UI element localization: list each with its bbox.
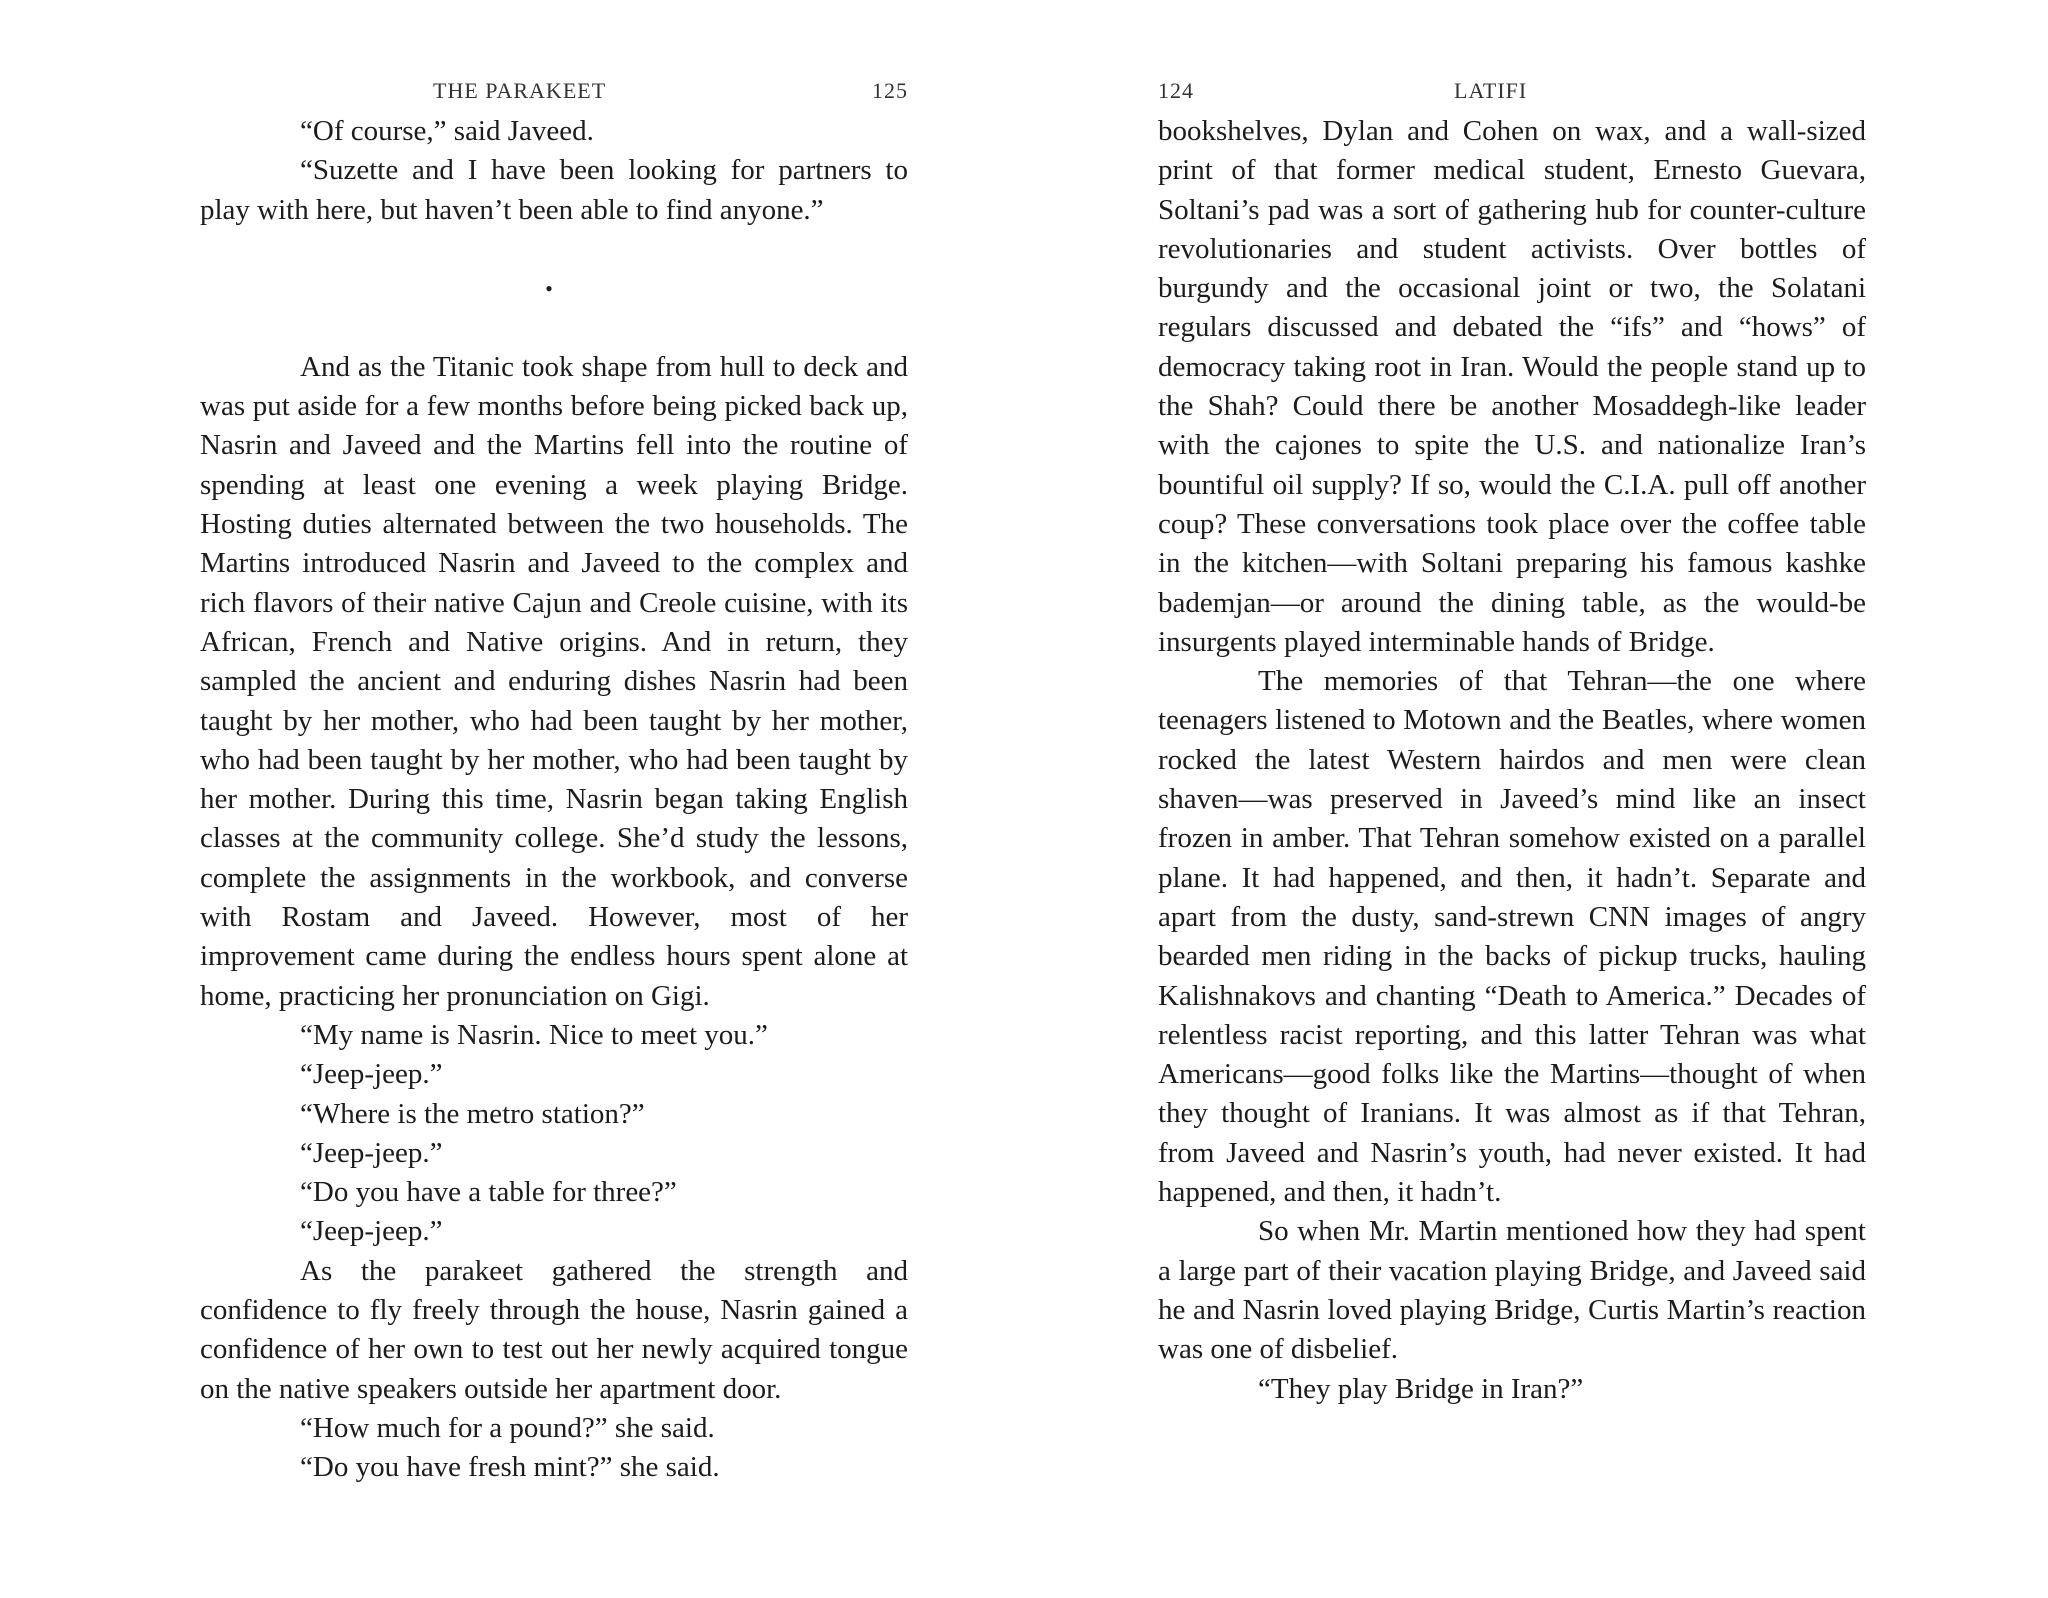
left-page bbox=[200, 0, 908, 1488]
left-page-text bbox=[200, 112, 908, 1488]
right-running-title: LATIFI bbox=[1454, 78, 1528, 103]
right-page-text bbox=[1158, 112, 1866, 1409]
left-running-head bbox=[200, 72, 908, 112]
dialog-line: “My name is Nasrin. Nice to meet you.” bbox=[300, 1018, 768, 1051]
dialog-line: “How much for a pound?” she said. bbox=[300, 1411, 715, 1444]
dialog-line: “Jeep-jeep.” bbox=[300, 1215, 443, 1248]
right-page-number: 124 bbox=[1158, 78, 1194, 103]
paragraph: So when Mr. Martin mentioned how they had spent a large part of their vacation playing Bridge, and Javeed said he and Nasrin loved playing Bridge, Curtis Martin’s reaction was one of disbelief. bbox=[1158, 1215, 1866, 1366]
paragraph: And as the Titanic took shape from hull to deck and was put aside for a few months before being picked back up, Nasrin and Javeed and the Martins fell into the routine of spending at least one evening a week playing Bridge. Hosting duties alternated between the two households. The Martins introduced Nasrin and Javeed to the complex and rich flavors of their native Cajun and Creole cuisine, with its African, French and Native origins. And in return, they sampled the ancient and enduring dishes Nasrin had been taught by her mother, who had been taught by her mother, who had been taught by her mother, who had been taught by her mother. During this time, Nasrin began taking English classes at the community college. She’d study the lessons, complete the assignments in the workbook, and converse with Rostam and Javeed. However, most of her improvement came during the endless hours spent alone at home, practicing her pronunciation on Gigi. bbox=[200, 350, 908, 1012]
paragraph: The memories of that Tehran—the one where teenagers listened to Motown and the Beatles, where women rocked the latest Western hairdos and men were clean shaven—was preserved in Javeed’s mind like an insect frozen in amber. That Tehran somehow existed on a parallel plane. It had happened, and then, it hadn’t. Separate and apart from the dusty, sand-strewn CNN images of angry bearded men riding in the backs of pickup trucks, hauling Kalishnakovs and chanting “Death to America.” Decades of relentless racist reporting, and this latter Tehran was what Americans—good folks like the Martins—thought of when they thought of Iranians. It was almost as if that Tehran, from Javeed and Nasrin’s youth, had never existed. It had happened, and then, it hadn’t. bbox=[1158, 665, 1866, 1209]
section-break: • bbox=[545, 276, 553, 302]
dialog-line: “Do you have fresh mint?” she said. bbox=[300, 1451, 720, 1484]
dialog-line: “Jeep-jeep.” bbox=[300, 1136, 443, 1169]
right-running-head bbox=[1158, 72, 1866, 112]
left-running-title: THE PARAKEET bbox=[433, 78, 607, 103]
right-page bbox=[1158, 0, 1866, 1409]
dialog-line: “They play Bridge in Iran?” bbox=[1258, 1372, 1584, 1405]
dialog-line: “Of course,” said Javeed. bbox=[300, 115, 594, 147]
left-page-number: 125 bbox=[872, 78, 908, 103]
paragraph: “Suzette and I have been looking for partners to play with here, but haven’t been able to find anyone.” bbox=[200, 154, 908, 226]
dialog-line: “Do you have a table for three?” bbox=[300, 1176, 677, 1209]
paragraph: As the parakeet gathered the strength and confidence to fly freely through the house, Nasrin gained a confidence of her own to test out her newly acquired tongue on the native speakers outside her apartment door. bbox=[200, 1254, 908, 1405]
dialog-line: “Jeep-jeep.” bbox=[300, 1058, 443, 1091]
paragraph: bookshelves, Dylan and Cohen on wax, and a wall-sized print of that former medical student, Ernesto Guevara, Soltani’s pad was a sort of gathering hub for counter-culture revolutionaries and student activists. Over bottles of burgundy and the occasional joint or two, the Solatani regulars discussed and debated the “ifs” and “hows” of democracy taking root in Iran. Would the people stand up to the Shah? Could there be another Mosaddegh-like leader with the cajones to spite the U.S. and nationalize Iran’s bountiful oil supply? If so, would the C.I.A. pull off another coup? These conversations took place over the coffee table in the kitchen—with Soltani preparing his famous kashke bademjan—or around the dining table, as the would-be insurgents played interminable hands of Bridge. bbox=[1158, 115, 1866, 658]
dialog-line: “Where is the metro station?” bbox=[300, 1097, 645, 1130]
